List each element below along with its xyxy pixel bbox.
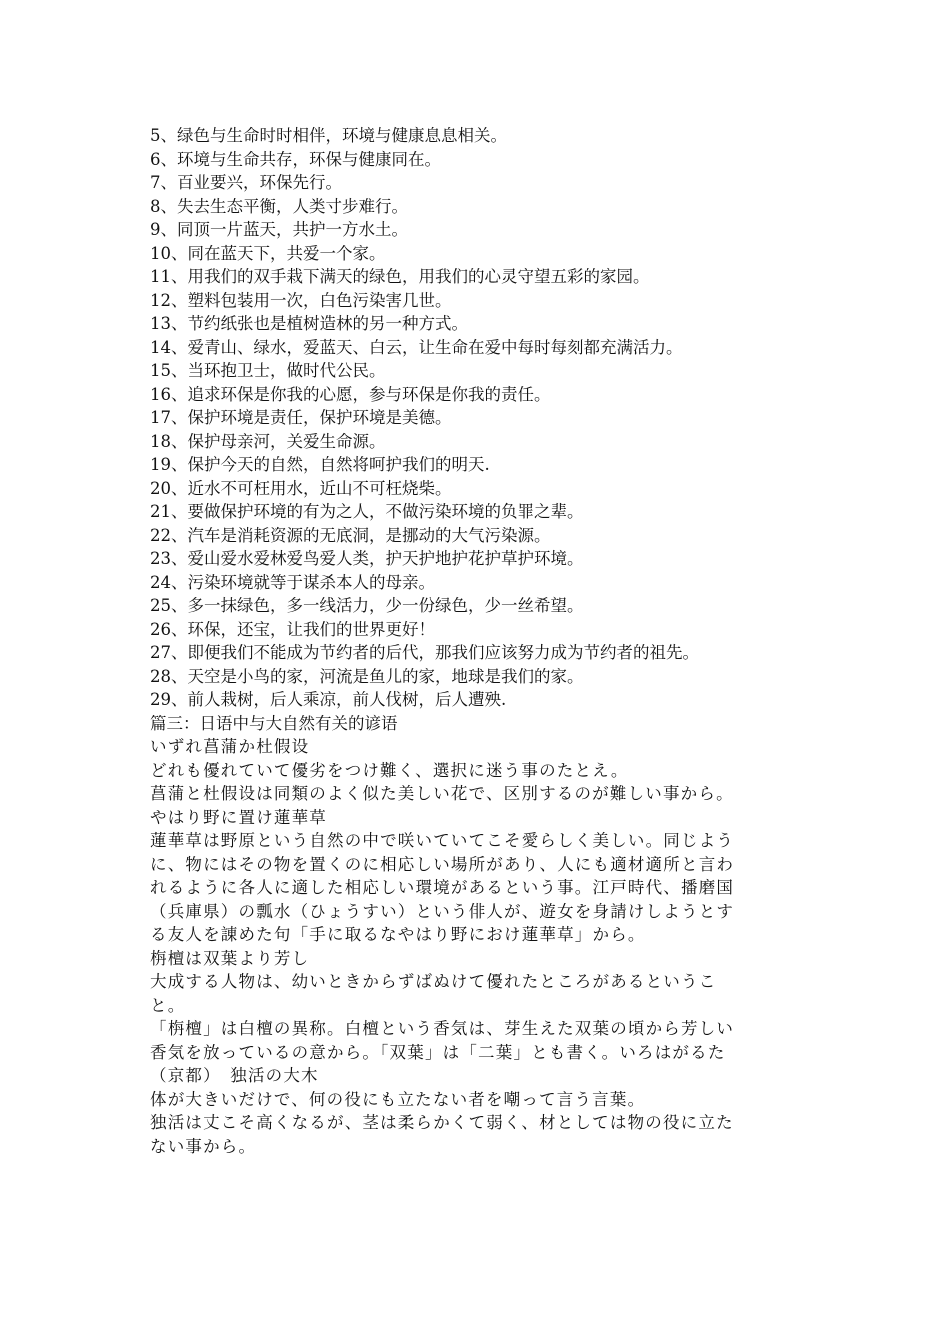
slogan-item: 15、当环抱卫士，做时代公民。 <box>150 361 386 380</box>
proverb-line: と。 <box>150 995 186 1015</box>
slogan-item: 27、即便我们不能成为节约者的后代，那我们应该努力成为节约者的祖先。 <box>150 643 699 662</box>
slogan-item: 12、塑料包装用一次，白色污染害几世。 <box>150 290 452 310</box>
document-page <box>150 124 800 1158</box>
slogan-item: 8、失去生态平衡，人类寸步难行。 <box>150 196 408 216</box>
slogan-item: 7、百业要兴，环保先行。 <box>150 173 342 192</box>
slogan-item: 24、污染环境就等于谋杀本人的母亲。 <box>150 572 435 592</box>
slogan-item: 5、绿色与生命时时相伴，环境与健康息息相关。 <box>150 126 507 145</box>
slogan-item: 14、爱青山、绿水，爱蓝天、白云，让生命在爱中每时每刻都充满活力。 <box>150 337 683 357</box>
slogan-item: 22、汽车是消耗资源的无底洞，是挪动的大气污染源。 <box>150 525 551 545</box>
slogan-item: 21、要做保护环境的有为之人，不做污染环境的负罪之辈。 <box>150 502 584 521</box>
proverb-line: 「栴檀」は白檀の異称。白檀という香気は、芽生えた双葉の頃から芳しい <box>150 1019 735 1038</box>
slogan-item: 28、天空是小鸟的家，河流是鱼儿的家，地球是我们的家。 <box>150 666 584 686</box>
slogan-item: 11、用我们的双手栽下满天的绿色，用我们的心灵守望五彩的家园。 <box>150 267 650 286</box>
slogan-item: 19、保护今天的自然，自然将呵护我们的明天. <box>150 455 490 474</box>
proverb-line: ない事から。 <box>150 1136 257 1156</box>
slogan-item: 20、近水不可枉用水，近山不可枉烧柴。 <box>150 478 452 498</box>
slogan-item: 25、多一抹绿色，多一线活力，少一份绿色，少一丝希望。 <box>150 596 584 615</box>
proverb-line: やはり野に置け蓮華草 <box>150 807 327 827</box>
proverb-line: いずれ菖蒲か杜假设 <box>150 737 310 756</box>
slogan-item: 16、追求环保是你我的心愿，参与环保是你我的责任。 <box>150 384 551 404</box>
proverb-line: どれも優れていて優劣をつけ難く、選択に迷う事のたとえ。 <box>150 760 629 780</box>
proverb-line: （京都） 独活の大木 <box>150 1066 319 1085</box>
proverb-line: 栴檀は双葉より芳し <box>150 948 310 968</box>
proverb-line: 独活は丈こそ高くなるが、茎は柔らかくて弱く、材としては物の役に立た <box>150 1113 734 1132</box>
slogan-list <box>150 124 800 712</box>
japanese-proverbs <box>150 735 800 1158</box>
slogan-item: 23、爱山爱水爱林爱鸟爱人类，护天护地护花护草护环境。 <box>150 549 584 568</box>
section-title: 篇三：日语中与大自然有关的谚语 <box>150 713 398 733</box>
slogan-item: 18、保护母亲河，关爱生命源。 <box>150 431 386 451</box>
proverb-line: 大成する人物は、幼いときからずばぬけて優れたところがあるというこ <box>150 972 717 991</box>
slogan-item: 9、同顶一片蓝天，共护一方水土。 <box>150 220 408 239</box>
proverb-line: （兵庫県）の瓢水（ひょうすい）という俳人が、遊女を身請けしようとす <box>150 901 735 921</box>
proverb-line: 香気を放っているの意から。「双葉」は「二葉」とも書く。いろはがるた <box>150 1042 726 1062</box>
slogan-item: 26、环保，还宝，让我们的世界更好！ <box>150 619 435 639</box>
proverb-line: 体が大きいだけで、何の役にも立たない者を嘲って言う言葉。 <box>150 1089 646 1109</box>
slogan-item: 6、环境与生命共存，环保与健康同在。 <box>150 149 441 169</box>
proverb-line: る友人を諌めた句「手に取るなやはり野におけ蓮華草」から。 <box>150 925 646 944</box>
proverb-line: に、物にはその物を置くのに相応しい場所があり、人にも適材適所と言わ <box>150 854 735 874</box>
proverb-line: 菖蒲と杜假设は同類のよく似た美しい花で、区別するのが難しい事から。 <box>150 784 734 803</box>
slogan-item: 17、保护环境是责任，保护环境是美德。 <box>150 408 452 427</box>
slogan-item: 13、节约纸张也是植树造林的另一种方式。 <box>150 314 468 333</box>
proverb-line: れるように各人に適した相応しい環境があるという事。江戸時代、播磨国 <box>150 878 735 897</box>
proverb-line: 蓮華草は野原という自然の中で咲いていてこそ愛らしく美しい。同じよう <box>150 831 735 850</box>
slogan-item: 29、前人栽树，后人乘凉，前人伐树，后人遭殃. <box>150 690 507 709</box>
slogan-item: 10、同在蓝天下，共爱一个家。 <box>150 243 386 263</box>
